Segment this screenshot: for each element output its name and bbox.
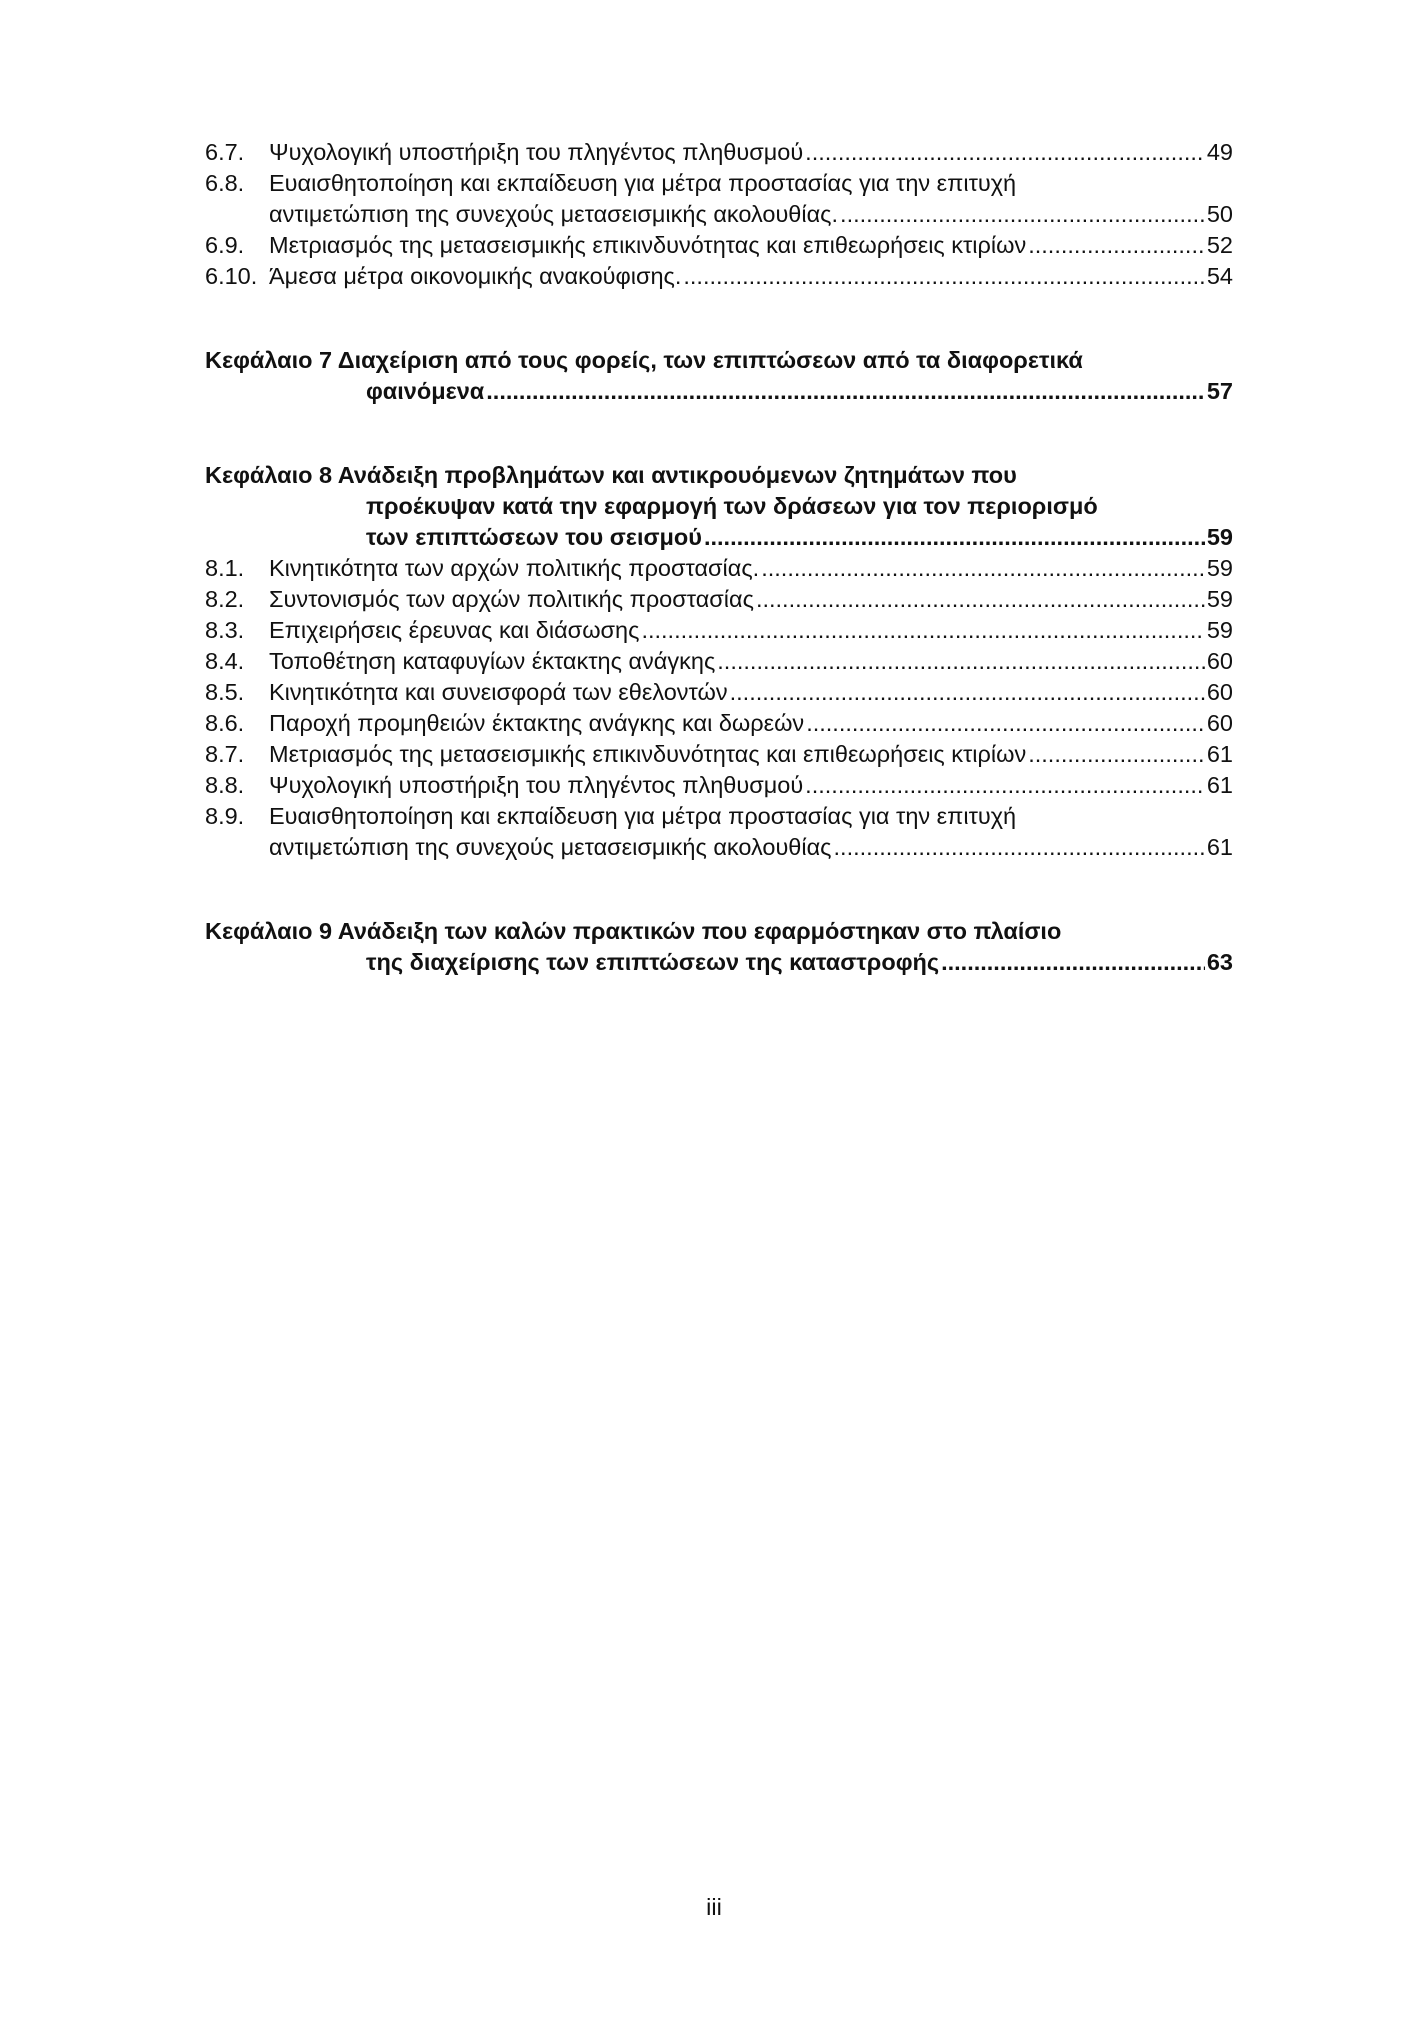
dot-leader xyxy=(486,376,1205,407)
toc-entry[interactable] xyxy=(205,646,1233,677)
toc-entry[interactable] xyxy=(205,553,1233,584)
spacer xyxy=(205,407,1233,460)
dot-leader xyxy=(1028,739,1205,770)
entry-number: 8.6. xyxy=(205,710,245,736)
section-8-entries xyxy=(205,553,1233,863)
page-number: 60 xyxy=(1206,710,1233,736)
footer-page-number: iii xyxy=(706,1894,722,1920)
dot-leader xyxy=(730,677,1205,708)
spacer xyxy=(205,292,1233,345)
dot-leader xyxy=(834,832,1205,863)
page-number: 54 xyxy=(1206,263,1233,289)
toc-chapter-8[interactable] xyxy=(205,460,1233,553)
dot-leader xyxy=(840,199,1205,230)
entry-title: Ευαισθητοποίηση και εκπαίδευση για μέτρα προστασίας για την επιτυχή xyxy=(269,170,1017,196)
chapter-title-line: των επιπτώσεων του σεισμού xyxy=(366,524,702,550)
entry-title: Ευαισθητοποίηση και εκπαίδευση για μέτρα προστασίας για την επιτυχή xyxy=(269,803,1017,829)
toc-entry[interactable] xyxy=(205,801,1233,863)
page-number: 52 xyxy=(1206,232,1233,258)
entry-title: Μετριασμός της μετασεισμικής επικινδυνότητας και επιθεωρήσεις κτιρίων xyxy=(269,741,1027,767)
dot-leader xyxy=(761,553,1205,584)
toc-entry[interactable] xyxy=(205,261,1233,292)
chapter-title-line: προέκυψαν κατά την εφαρμογή των δράσεων για τον περιορισμό xyxy=(366,493,1098,519)
dot-leader xyxy=(641,615,1204,646)
table-of-contents xyxy=(205,137,1233,978)
entry-number: 6.9. xyxy=(205,232,245,258)
chapter-title-line: Κεφάλαιο 8 Ανάδειξη προβλημάτων και αντικρουόμενων ζητημάτων που xyxy=(205,462,1017,488)
entry-number: 8.3. xyxy=(205,617,245,643)
chapter-title-line: Κεφάλαιο 7 Διαχείριση από τους φορείς, των επιπτώσεων από τα διαφορετικά xyxy=(205,347,1083,373)
entry-title: Τοποθέτηση καταφυγίων έκτακτης ανάγκης xyxy=(269,648,716,674)
dot-leader xyxy=(1028,230,1205,261)
entry-number: 6.8. xyxy=(205,170,245,196)
entry-number: 6.7. xyxy=(205,139,245,165)
chapter-title-line: Κεφάλαιο 9 Ανάδειξη των καλών πρακτικών που εφαρμόστηκαν στο πλαίσιο xyxy=(205,918,1062,944)
toc-entry[interactable] xyxy=(205,770,1233,801)
entry-title: Κινητικότητα και συνεισφορά των εθελοντών xyxy=(269,679,728,705)
entry-number: 8.5. xyxy=(205,679,245,705)
toc-entry[interactable] xyxy=(205,137,1233,168)
entry-number: 8.8. xyxy=(205,772,245,798)
page-number: 59 xyxy=(1206,555,1233,581)
toc-entry[interactable] xyxy=(205,677,1233,708)
toc-entry[interactable] xyxy=(205,584,1233,615)
page-number: 60 xyxy=(1206,648,1233,674)
entry-title: Ψυχολογική υποστήριξη του πληγέντος πληθυσμού xyxy=(269,139,804,165)
entry-title: αντιμετώπιση της συνεχούς μετασεισμικής ακολουθίας xyxy=(269,834,832,860)
dot-leader xyxy=(683,261,1204,292)
entry-title: αντιμετώπιση της συνεχούς μετασεισμικής ακολουθίας. xyxy=(269,201,839,227)
entry-number: 8.2. xyxy=(205,586,245,612)
toc-chapter-7[interactable] xyxy=(205,345,1233,407)
dot-leader xyxy=(756,584,1205,615)
page-number: 49 xyxy=(1206,139,1233,165)
section-6-entries xyxy=(205,137,1233,292)
toc-chapter-9[interactable] xyxy=(205,916,1233,978)
page-number: 57 xyxy=(1206,378,1233,404)
entry-title: Μετριασμός της μετασεισμικής επικινδυνότητας και επιθεωρήσεις κτιρίων xyxy=(269,232,1027,258)
entry-title: Άμεσα μέτρα οικονομικής ανακούφισης. xyxy=(269,263,682,289)
entry-title: Συντονισμός των αρχών πολιτικής προστασίας xyxy=(269,586,754,612)
chapter-title-line: φαινόμενα xyxy=(366,378,485,404)
page-number: 61 xyxy=(1206,834,1233,860)
dot-leader xyxy=(704,522,1205,553)
entry-number: 8.7. xyxy=(205,741,245,767)
toc-entry[interactable] xyxy=(205,168,1233,230)
entry-title: Κινητικότητα των αρχών πολιτικής προστασίας. xyxy=(269,555,760,581)
spacer xyxy=(205,863,1233,916)
page-number: 59 xyxy=(1206,586,1233,612)
toc-entry[interactable] xyxy=(205,615,1233,646)
toc-entry[interactable] xyxy=(205,708,1233,739)
chapter-title-line: της διαχείρισης των επιπτώσεων της καταστροφής xyxy=(366,949,940,975)
page-number: 61 xyxy=(1206,741,1233,767)
dot-leader xyxy=(806,708,1205,739)
dot-leader xyxy=(941,947,1205,978)
page-number: 59 xyxy=(1206,617,1233,643)
entry-number: 6.10. xyxy=(205,263,258,289)
entry-title: Ψυχολογική υποστήριξη του πληγέντος πληθυσμού xyxy=(269,772,804,798)
toc-entry[interactable] xyxy=(205,230,1233,261)
page-number: 63 xyxy=(1206,949,1233,975)
page-number: 61 xyxy=(1206,772,1233,798)
entry-number: 8.4. xyxy=(205,648,245,674)
dot-leader xyxy=(805,770,1205,801)
entry-number: 8.1. xyxy=(205,555,245,581)
page-number: 59 xyxy=(1206,524,1233,550)
entry-number: 8.9. xyxy=(205,803,245,829)
page-number: 50 xyxy=(1206,201,1233,227)
dot-leader xyxy=(717,646,1205,677)
toc-entry[interactable] xyxy=(205,739,1233,770)
entry-title: Παροχή προμηθειών έκτακτης ανάγκης και δωρεών xyxy=(269,710,805,736)
entry-title: Επιχειρήσεις έρευνας και διάσωσης xyxy=(269,617,640,643)
dot-leader xyxy=(805,137,1205,168)
page-number: 60 xyxy=(1206,679,1233,705)
